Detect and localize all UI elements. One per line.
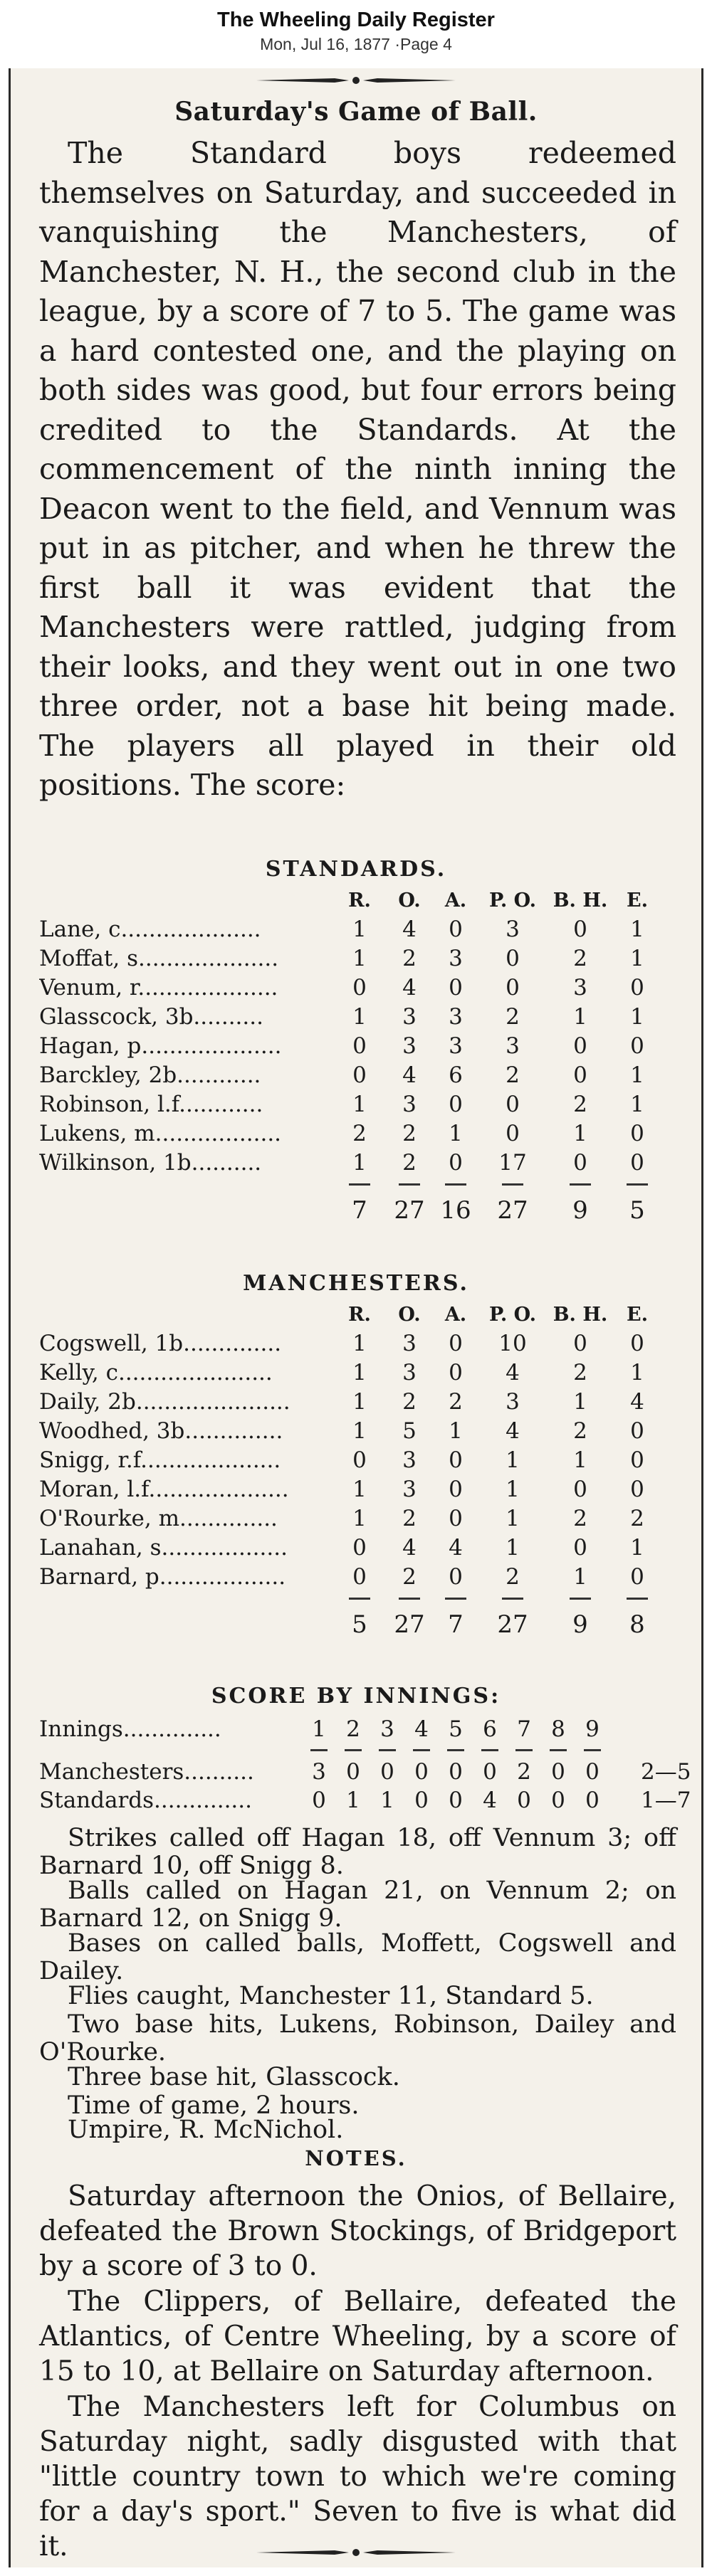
innings-header-row xyxy=(39,1716,684,1745)
stat-e: 0 xyxy=(630,1418,644,1444)
dash-mark xyxy=(584,1749,601,1751)
stat-bh: 0 xyxy=(573,917,587,942)
total-o: 27 xyxy=(394,1610,425,1639)
player-name: Moffat, s.................... xyxy=(39,946,279,971)
stat-o: 2 xyxy=(402,1150,417,1176)
stat-e: 1 xyxy=(630,1004,644,1030)
player-name: Daily, 2b...................... xyxy=(39,1389,290,1415)
standards-dash-rule xyxy=(39,1179,684,1192)
player-row xyxy=(39,1062,684,1092)
player-row xyxy=(39,1004,684,1033)
total-r: 7 xyxy=(352,1196,367,1225)
publication-title: The Wheeling Daily Register xyxy=(217,9,495,31)
stat-a: 3 xyxy=(449,1004,463,1030)
summary-line: Strikes called off Hagan 18, off Vennum 3; off Barnard 10, off Snigg 8. xyxy=(39,1824,676,1880)
stat-o: 3 xyxy=(402,1477,417,1502)
inning-runs: 0 xyxy=(380,1759,394,1785)
inning-number: 6 xyxy=(483,1716,497,1742)
player-name: Lukens, m.................. xyxy=(39,1121,282,1146)
stat-po: 4 xyxy=(506,1418,520,1444)
stat-r: 1 xyxy=(352,1360,367,1385)
inning-runs: 0 xyxy=(585,1759,600,1785)
inning-runs: 4 xyxy=(483,1788,497,1813)
stat-bh: 0 xyxy=(573,1331,587,1356)
stat-o: 2 xyxy=(402,1121,417,1146)
player-row xyxy=(39,1477,684,1506)
innings-team-row xyxy=(39,1759,691,1788)
manchesters-box-score xyxy=(39,1299,684,1640)
inning-runs: 1 xyxy=(346,1788,360,1813)
player-name: Kelly, c...................... xyxy=(39,1360,273,1385)
stat-po: 1 xyxy=(506,1477,520,1502)
summary-line: Flies caught, Manchester 11, Standard 5. xyxy=(68,1982,594,2010)
inning-number: 2 xyxy=(346,1716,360,1742)
stat-po: 1 xyxy=(506,1447,520,1473)
standards-header-row xyxy=(39,885,684,917)
stat-r: 1 xyxy=(352,1477,367,1502)
innings-label: Innings.............. xyxy=(39,1716,221,1742)
col-po: P. O. xyxy=(489,890,536,912)
stat-o: 3 xyxy=(402,1360,417,1385)
stat-bh: 1 xyxy=(573,1447,587,1473)
inning-runs: 0 xyxy=(551,1788,565,1813)
stat-o: 3 xyxy=(402,1447,417,1473)
stat-e: 0 xyxy=(630,975,644,1001)
inning-runs: 2 xyxy=(517,1759,531,1785)
player-name: Barckley, 2b............ xyxy=(39,1062,261,1088)
stat-bh: 1 xyxy=(573,1121,587,1146)
player-row xyxy=(39,946,684,975)
inning-runs: 0 xyxy=(585,1788,600,1813)
article-headline: Saturday's Game of Ball. xyxy=(174,97,538,127)
stat-a: 0 xyxy=(449,1331,463,1356)
total-r: 5 xyxy=(352,1610,367,1639)
stat-po: 0 xyxy=(506,975,520,1001)
stat-bh: 2 xyxy=(573,1418,587,1444)
stat-o: 2 xyxy=(402,1506,417,1531)
stat-bh: 2 xyxy=(573,1360,587,1385)
summary-line: Time of game, 2 hours. xyxy=(68,2091,360,2120)
inning-runs: 0 xyxy=(551,1759,565,1785)
dash-mark xyxy=(445,1183,466,1186)
stat-bh: 0 xyxy=(573,1535,587,1561)
stat-po: 2 xyxy=(506,1004,520,1030)
summary-line: Balls called on Hagan 21, on Vennum 2; on Barnard 12, on Snigg 9. xyxy=(39,1876,676,1933)
total-a: 16 xyxy=(440,1196,471,1225)
stat-a: 0 xyxy=(449,1477,463,1502)
standards-title: STANDARDS. xyxy=(265,857,447,882)
stat-e: 1 xyxy=(630,1360,644,1385)
team-total: 2—5 xyxy=(641,1759,691,1785)
player-row xyxy=(39,1360,684,1389)
player-row xyxy=(39,1092,684,1121)
team-name: Standards.............. xyxy=(39,1788,252,1813)
manchesters-header-row xyxy=(39,1299,684,1331)
stat-o: 2 xyxy=(402,1389,417,1415)
standards-totals-row xyxy=(39,1192,684,1226)
inning-number: 1 xyxy=(312,1716,326,1742)
stat-o: 3 xyxy=(402,1033,417,1059)
stat-r: 0 xyxy=(352,1564,367,1590)
stat-r: 1 xyxy=(352,917,367,942)
stat-po: 1 xyxy=(506,1535,520,1561)
inning-runs: 0 xyxy=(312,1788,326,1813)
stat-r: 0 xyxy=(352,1447,367,1473)
article-body: The Standard boys redeemed themselves on Saturday, and succeeded in vanquishing the Manchesters, of Manchester, N. H., the second club in the league, by a score of 7 to 5. The game was a hard contested one, and the playing on both sides was good, but four errors being credited to the Standards. At the commencement of the ninth inning the Deacon went to the field, and Vennum was put in as pitcher, and when he threw the first ball it was evident that the Manchesters were rattled, judging from their looks, and they went out in one two three order, not a base hit being made. The players all played in their old positions. The score: xyxy=(39,136,676,802)
col-a: A. xyxy=(444,890,467,912)
stat-o: 2 xyxy=(402,1564,417,1590)
dash-mark xyxy=(310,1749,328,1751)
player-name: Moran, l.f.................... xyxy=(39,1477,289,1502)
summary-line: Umpire, R. McNichol. xyxy=(68,2116,344,2144)
stat-r: 1 xyxy=(352,1150,367,1176)
inning-runs: 0 xyxy=(414,1759,429,1785)
player-row xyxy=(39,1331,684,1360)
player-row xyxy=(39,1506,684,1535)
manchesters-totals-row xyxy=(39,1606,684,1640)
player-row xyxy=(39,1389,684,1418)
stat-bh: 0 xyxy=(573,1062,587,1088)
notes-title: NOTES. xyxy=(305,2146,407,2170)
stat-r: 1 xyxy=(352,1418,367,1444)
stat-po: 0 xyxy=(506,1121,520,1146)
dash-mark xyxy=(502,1183,523,1186)
stat-a: 0 xyxy=(449,975,463,1001)
stat-e: 0 xyxy=(630,1121,644,1146)
ornament-icon xyxy=(249,2545,463,2560)
stat-a: 3 xyxy=(449,1033,463,1059)
inning-number: 8 xyxy=(551,1716,565,1742)
note-paragraph: The Manchesters left for Columbus on Saturday night, sadly disgusted with that "little country town to which we're coming for a day's sport." Seven to five is what did it. xyxy=(39,2391,676,2562)
player-row xyxy=(39,1033,684,1062)
team-total: 1—7 xyxy=(641,1788,691,1813)
dash-mark xyxy=(399,1598,420,1600)
inning-runs: 3 xyxy=(312,1759,326,1785)
stat-e: 0 xyxy=(630,1150,644,1176)
dash-mark xyxy=(349,1598,370,1600)
stat-a: 0 xyxy=(449,1447,463,1473)
stat-e: 1 xyxy=(630,946,644,971)
note-paragraph: The Clippers, of Bellaire, defeated the Atlantics, of Centre Wheeling, by a score of 15 to 10, at Bellaire on Saturday afternoon. xyxy=(39,2286,676,2387)
stat-o: 4 xyxy=(402,1535,417,1561)
date-page-line: Mon, Jul 16, 1877 ·Page 4 xyxy=(260,35,452,53)
stat-bh: 2 xyxy=(573,1506,587,1531)
player-name: Hagan, p.................... xyxy=(39,1033,282,1059)
newspaper-clipping xyxy=(9,68,703,2567)
stat-po: 3 xyxy=(506,1389,520,1415)
stat-po: 2 xyxy=(506,1062,520,1088)
stat-a: 6 xyxy=(449,1062,463,1088)
dash-mark xyxy=(627,1598,648,1600)
stat-o: 2 xyxy=(402,946,417,971)
stat-bh: 0 xyxy=(573,1033,587,1059)
player-name: Woodhed, 3b.............. xyxy=(39,1418,283,1444)
col-e: E. xyxy=(627,890,648,912)
dash-mark xyxy=(570,1183,591,1186)
col-r: R. xyxy=(348,890,371,912)
stat-a: 0 xyxy=(449,1506,463,1531)
team-name: Manchesters.......... xyxy=(39,1759,254,1785)
innings-title: SCORE BY INNINGS: xyxy=(211,1684,501,1709)
stat-bh: 0 xyxy=(573,1477,587,1502)
stat-o: 3 xyxy=(402,1092,417,1117)
stat-a: 0 xyxy=(449,1092,463,1117)
total-o: 27 xyxy=(394,1196,425,1225)
inning-runs: 1 xyxy=(380,1788,394,1813)
player-name: Robinson, l.f............ xyxy=(39,1092,263,1117)
player-name: Barnard, p.................. xyxy=(39,1564,286,1590)
stat-e: 4 xyxy=(630,1389,644,1415)
player-row xyxy=(39,1150,684,1179)
total-e: 5 xyxy=(629,1196,645,1225)
stat-po: 17 xyxy=(498,1150,527,1176)
innings-dash-rule xyxy=(39,1745,684,1759)
stat-bh: 2 xyxy=(573,1092,587,1117)
total-po: 27 xyxy=(497,1610,528,1639)
player-name: Venum, r.................... xyxy=(39,975,278,1001)
masthead xyxy=(0,0,712,68)
stat-bh: 1 xyxy=(573,1004,587,1030)
stat-po: 0 xyxy=(506,946,520,971)
player-name: Lanahan, s.................. xyxy=(39,1535,288,1561)
stat-e: 2 xyxy=(630,1506,644,1531)
stat-po: 0 xyxy=(506,1092,520,1117)
bottom-ornament-rule xyxy=(11,2542,701,2563)
stat-r: 0 xyxy=(352,975,367,1001)
stat-bh: 2 xyxy=(573,946,587,971)
player-row xyxy=(39,975,684,1004)
inning-number: 9 xyxy=(585,1716,600,1742)
dash-mark xyxy=(445,1598,466,1600)
stat-r: 1 xyxy=(352,1004,367,1030)
stat-e: 0 xyxy=(630,1564,644,1590)
stat-e: 1 xyxy=(630,917,644,942)
inning-runs: 0 xyxy=(449,1788,463,1813)
stat-r: 1 xyxy=(352,1331,367,1356)
dash-mark xyxy=(345,1749,362,1751)
stat-o: 3 xyxy=(402,1331,417,1356)
dash-mark xyxy=(570,1598,591,1600)
inning-number: 4 xyxy=(414,1716,429,1742)
stat-a: 2 xyxy=(449,1389,463,1415)
innings-team-row xyxy=(39,1788,691,1816)
summary-line: Bases on called balls, Moffett, Cogswell and Dailey. xyxy=(39,1929,676,1985)
stat-o: 4 xyxy=(402,1062,417,1088)
stat-e: 1 xyxy=(630,1062,644,1088)
stat-r: 1 xyxy=(352,946,367,971)
stat-r: 1 xyxy=(352,1506,367,1531)
dash-mark xyxy=(399,1183,420,1186)
stat-e: 0 xyxy=(630,1447,644,1473)
col-o: O. xyxy=(398,890,421,912)
note-paragraph: Saturday afternoon the Onios, of Bellaire, defeated the Brown Stockings, of Bridgeport by a score of 3 to 0. xyxy=(39,2180,676,2282)
stat-a: 0 xyxy=(449,1150,463,1176)
dash-mark xyxy=(481,1749,498,1751)
player-row xyxy=(39,1535,684,1564)
stat-e: 1 xyxy=(630,1535,644,1561)
stat-o: 4 xyxy=(402,917,417,942)
inning-number: 7 xyxy=(517,1716,531,1742)
standards-box-score xyxy=(39,885,684,1226)
player-name: Cogswell, 1b.............. xyxy=(39,1331,282,1356)
stat-o: 4 xyxy=(402,975,417,1001)
inning-runs: 0 xyxy=(346,1759,360,1785)
inning-runs: 0 xyxy=(414,1788,429,1813)
summary-line: Three base hit, Glasscock. xyxy=(68,2063,400,2091)
total-e: 8 xyxy=(629,1610,645,1639)
dash-mark xyxy=(413,1749,430,1751)
stat-r: 1 xyxy=(352,1092,367,1117)
stat-a: 0 xyxy=(449,1564,463,1590)
stat-r: 1 xyxy=(352,1389,367,1415)
dash-mark xyxy=(502,1598,523,1600)
stat-o: 5 xyxy=(402,1418,417,1444)
dash-mark xyxy=(550,1749,567,1751)
stat-r: 0 xyxy=(352,1535,367,1561)
player-name: Wilkinson, 1b.......... xyxy=(39,1150,262,1176)
stat-o: 3 xyxy=(402,1004,417,1030)
stat-bh: 3 xyxy=(573,975,587,1001)
player-row xyxy=(39,1418,684,1447)
col-bh: B. H. xyxy=(553,890,608,912)
stat-po: 10 xyxy=(498,1331,527,1356)
dash-mark xyxy=(515,1749,533,1751)
stat-r: 0 xyxy=(352,1033,367,1059)
dash-mark xyxy=(349,1183,370,1186)
stat-po: 3 xyxy=(506,1033,520,1059)
player-name: Snigg, r.f.................... xyxy=(39,1447,281,1473)
top-ornament-rule xyxy=(11,70,701,91)
stat-e: 0 xyxy=(630,1331,644,1356)
player-name: Lane, c.................... xyxy=(39,917,261,942)
player-name: O'Rourke, m.............. xyxy=(39,1506,278,1531)
stat-a: 4 xyxy=(449,1535,463,1561)
col-bh: B. H. xyxy=(553,1304,608,1326)
inning-runs: 0 xyxy=(449,1759,463,1785)
stat-po: 2 xyxy=(506,1564,520,1590)
inning-number: 5 xyxy=(449,1716,463,1742)
dash-mark xyxy=(447,1749,464,1751)
total-a: 7 xyxy=(448,1610,464,1639)
stat-r: 0 xyxy=(352,1062,367,1088)
stat-a: 3 xyxy=(449,946,463,971)
inning-number: 3 xyxy=(380,1716,394,1742)
total-bh: 9 xyxy=(572,1196,588,1225)
inning-runs: 0 xyxy=(483,1759,497,1785)
stat-e: 0 xyxy=(630,1033,644,1059)
manchesters-dash-rule xyxy=(39,1593,684,1606)
stat-e: 1 xyxy=(630,1092,644,1117)
stat-po: 3 xyxy=(506,917,520,942)
stat-e: 0 xyxy=(630,1477,644,1502)
dash-mark xyxy=(379,1749,396,1751)
col-po: P. O. xyxy=(489,1304,536,1326)
inning-runs: 0 xyxy=(517,1788,531,1813)
stat-bh: 1 xyxy=(573,1564,587,1590)
player-row xyxy=(39,1447,684,1477)
stat-bh: 0 xyxy=(573,1150,587,1176)
ornament-icon xyxy=(249,73,463,88)
player-name: Glasscock, 3b.......... xyxy=(39,1004,263,1030)
stat-a: 1 xyxy=(449,1121,463,1146)
col-r: R. xyxy=(348,1304,371,1326)
stat-a: 0 xyxy=(449,917,463,942)
innings-table xyxy=(39,1716,691,1816)
player-row xyxy=(39,917,684,946)
stat-r: 2 xyxy=(352,1121,367,1146)
col-e: E. xyxy=(627,1304,648,1326)
total-po: 27 xyxy=(497,1196,528,1225)
stat-bh: 1 xyxy=(573,1389,587,1415)
stat-a: 0 xyxy=(449,1360,463,1385)
dash-mark xyxy=(627,1183,648,1186)
stat-a: 1 xyxy=(449,1418,463,1444)
col-o: O. xyxy=(398,1304,421,1326)
total-bh: 9 xyxy=(572,1610,588,1639)
manchesters-title: MANCHESTERS. xyxy=(243,1271,469,1296)
stat-po: 4 xyxy=(506,1360,520,1385)
summary-line: Two base hits, Lukens, Robinson, Dailey and O'Rourke. xyxy=(39,2010,676,2066)
player-row xyxy=(39,1121,684,1150)
player-row xyxy=(39,1564,684,1593)
col-a: A. xyxy=(444,1304,467,1326)
stat-po: 1 xyxy=(506,1506,520,1531)
